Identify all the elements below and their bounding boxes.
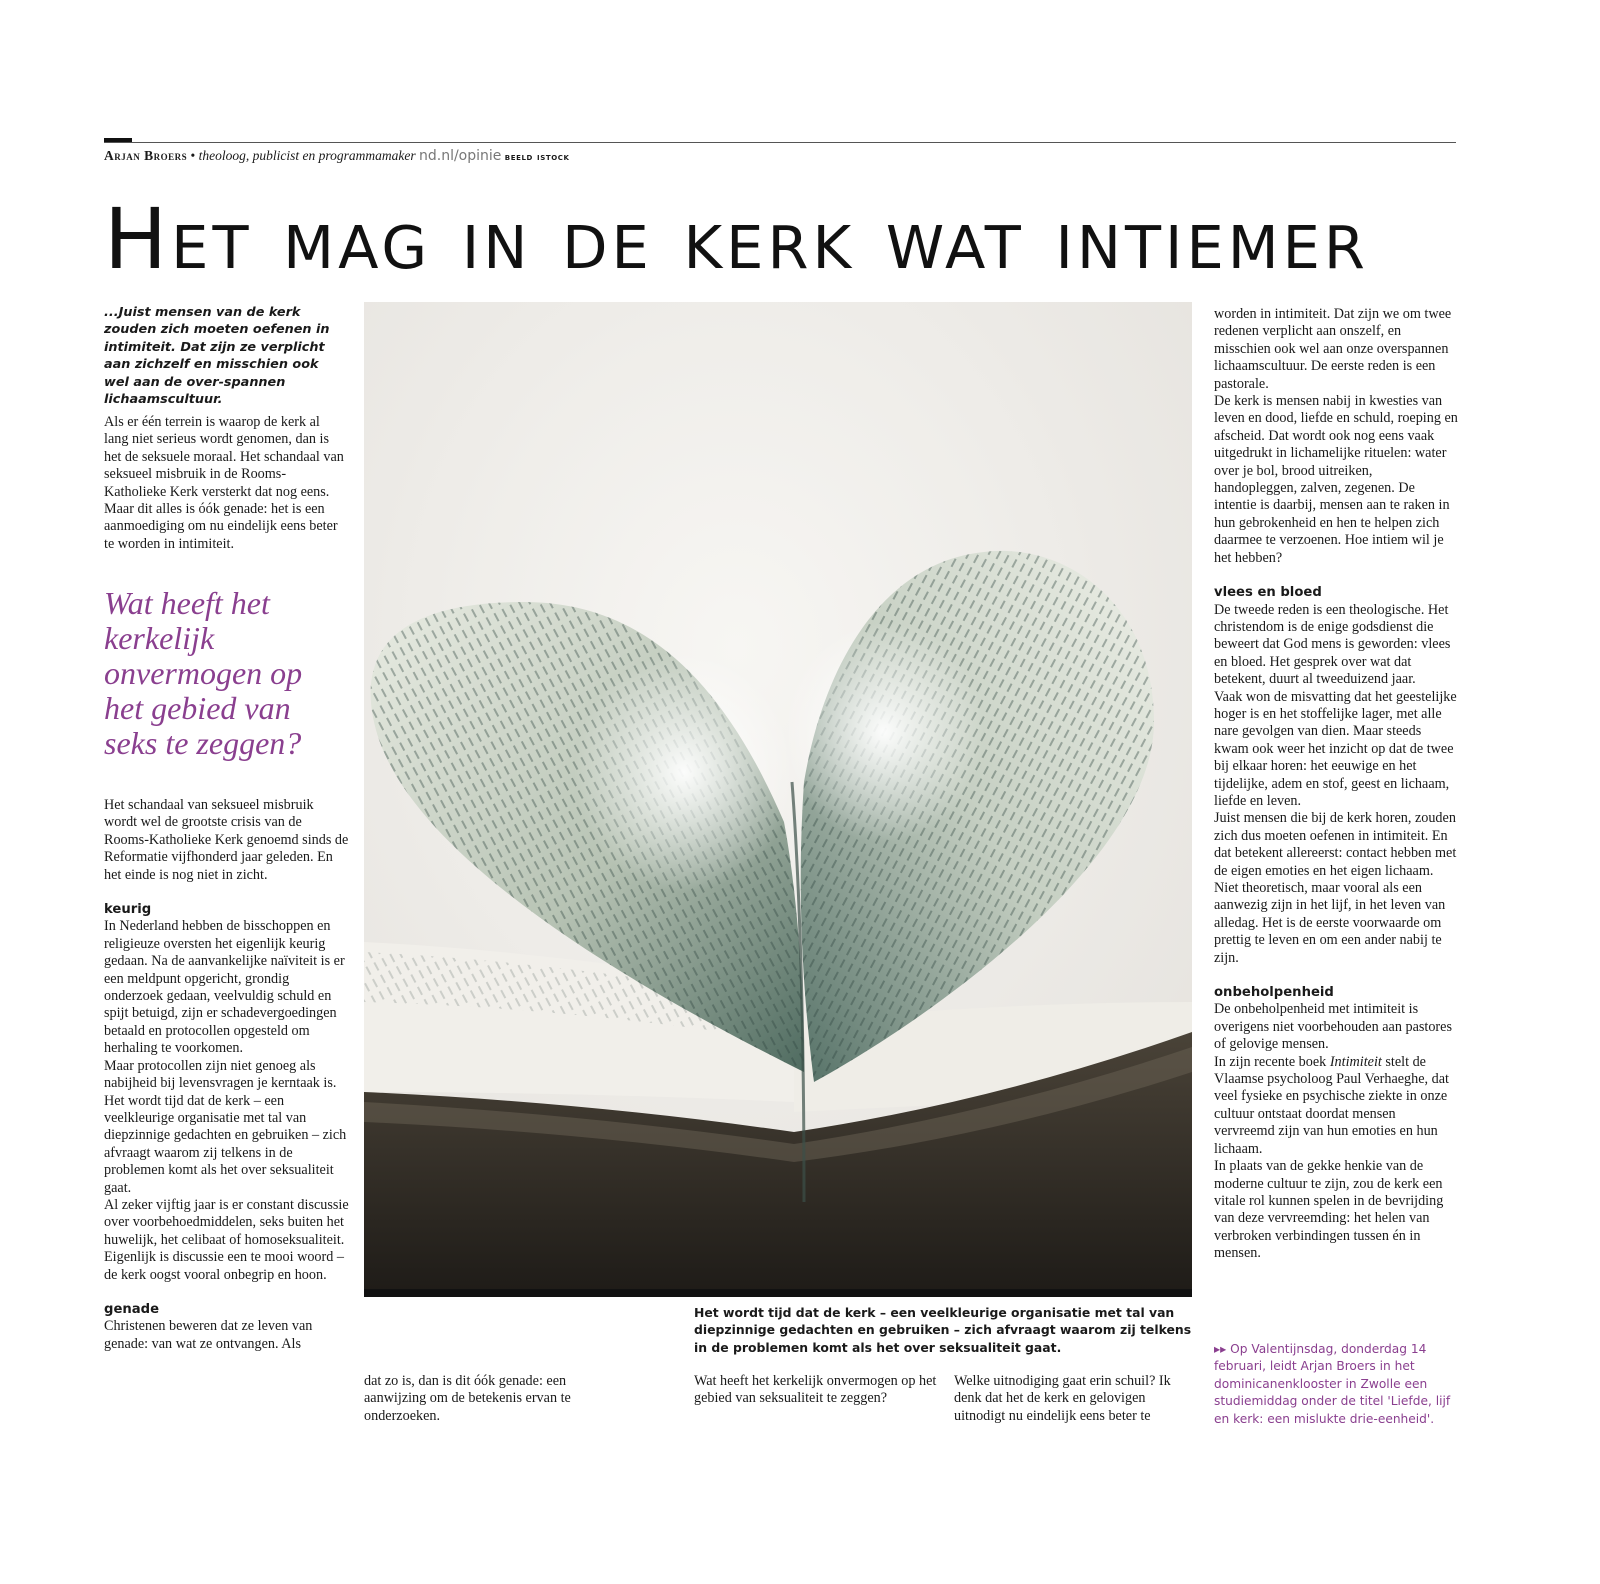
heart-book-photo-illustration xyxy=(364,302,1192,1290)
paragraph: Wat heeft het kerkelijk onvermogen op het gebied van seksualiteit te zeggen? xyxy=(694,1373,937,1407)
paragraph: Maar dit alles is óók genade: het is een aanmoediging om nu eindelijk eens beter te worden in intimiteit. xyxy=(104,501,338,552)
photo-caption: Het wordt tijd dat de kerk – een veelkleurige organisatie met tal van diepzinnige gedachten en gebruiken – zich afvraagt waarom zij telkens in de problemen komt als het over seksualiteit gaat. xyxy=(694,1305,1192,1355)
byline-author: Arjan Broers xyxy=(104,148,188,163)
paragraph: dat zo is, dan is dit óók genade: een aanwijzing om de betekenis ervan te onderzoeken. xyxy=(364,1373,571,1424)
paragraph: Welke uitnodiging gaat erin schuil? Ik denk dat het de kerk en gelovigen uitnodigt nu eindelijk eens beter te xyxy=(954,1373,1171,1424)
paragraph: Het wordt tijd dat de kerk – een veelkleurige organisatie met tal van diepzinnige gedachten en gebruiken – zich afvraagt waarom zij telkens in de problemen komt als het over seksualiteit gaat. xyxy=(104,1092,347,1196)
paragraph: In Nederland hebben de bisschoppen en religieuze oversten het eigenlijk keurig gedaan. Na de aanvankelijke naïviteit is er een meldpunt opgericht, grondig onderzoek gedaan, veelvuldig schuld en spijt betuigd, zijn er schadevergoedingen betaald en protocollen opgesteld om herhaling te voorkomen. xyxy=(104,918,345,1057)
header-rule xyxy=(104,142,1456,143)
column-1-body xyxy=(104,797,350,1353)
photo-bottom-bar xyxy=(364,1289,1192,1297)
note-marker-icon: ▸▸ xyxy=(1214,1342,1227,1356)
paragraph: Al zeker vijftig jaar is er constant discussie over voorbehoedmiddelen, seks buiten het huwelijk, het celibaat of homoseksualiteit. Eigenlijk is discussie een te mooi woord – de kerk oogst vooral onbegrip en hoon. xyxy=(104,1196,349,1283)
article-photo xyxy=(364,302,1192,1290)
paragraph: Maar protocollen zijn niet genoeg als nabijheid bij levensvragen je kerntaak is. xyxy=(104,1057,337,1092)
column-3-body xyxy=(694,1373,939,1408)
headline: Het mag in de kerk wat intiemer xyxy=(104,190,1369,288)
paragraph: Als er één terrein is waarop de kerk al lang niet serieus wordt genomen, dan is het de seksuele moraal. Het schandaal van seksueel misbruik in de Rooms-Katholieke Kerk versterkt dat nog eens. xyxy=(104,414,344,500)
byline xyxy=(104,148,804,168)
paragraph: Vaak won de misvatting dat het geestelijke hoger is en het stoffelijke lager, met alle nare gevolgen van dien. Maar steeds kwam ook weer het inzicht op dat de twee bij elkaar horen: het eeuwige en het tijdelijke, adem en stof, geest en lichaam, liefde en leven. xyxy=(1214,688,1457,809)
paragraph: In plaats van de gekke henkie van de moderne cultuur te zijn, zou de kerk een vitale rol kunnen spelen in de bevrijding van deze vervreemding: het helen van verbroken verbindingen tussen én in mensen. xyxy=(1214,1158,1444,1262)
book-title: Intimiteit xyxy=(1329,1053,1382,1070)
subheading-vlees-en-bloed: vlees en bloed xyxy=(1214,585,1322,601)
note-text: Op Valentijnsdag, donderdag 14 februari, leidt Arjan Broers in het dominicanenklooster in Zwolle een studiemiddag onder de titel 'Liefde, lijf en kerk: een mislukte drie-eenheid'. xyxy=(1214,1342,1451,1426)
subheading-keurig: keurig xyxy=(104,902,152,918)
paragraph: worden in intimiteit. Dat zijn we om twee redenen verplicht aan onszelf, en misschien ook wel aan onze overspannen lichaamscultuur. De eerste reden is een pastorale. xyxy=(1214,306,1452,392)
byline-separator: • xyxy=(190,148,196,163)
lead-intro: ...Juist mensen van de kerk zouden zich moeten oefenen in intimiteit. Dat zijn ze verplicht aan zichzelf en misschien ook wel aan de over-spannen lichaamscultuur. xyxy=(104,305,330,408)
photo-credit: beeld istock xyxy=(504,152,570,163)
paragraph: De tweede reden is een theologische. Het christendom is de enige godsdienst die beweert dat God mens is geworden: vlees en bloed. Het gesprek over wat dat betekent, duurt al tweeduizend jaar. xyxy=(1214,601,1451,688)
paragraph xyxy=(1214,1054,1458,1158)
column-2-body xyxy=(364,1373,624,1425)
event-note xyxy=(1214,1341,1458,1428)
paragraph: De kerk is mensen nabij in kwesties van leven en dood, liefde en schuld, roeping en afscheid. Dat wordt ook nog eens vaak uitgedrukt in lichamelijke rituelen: water over je bol, brood uitreiken, handopleggen, zalven, zegenen. De intentie is daarbij, mensen aan te raken in hun gebrokenheid en hen te helpen zich daarmee te verzoenen. Hoe intiem wil je het hebben? xyxy=(1214,393,1458,566)
paragraph: Juist mensen die bij de kerk horen, zouden zich dus moeten oefenen in intimiteit. En dat betekent allereerst: contact hebben met de eigen emoties en het eigen lichaam. Niet theoretisch, maar vooral als een aanwezig zijn in het lijf, in het leven van alledag. Het is de eerste voorwaarde om prettig te leven en om een ander nabij te zijn. xyxy=(1214,810,1457,966)
column-5-body xyxy=(1214,306,1458,1263)
paragraph: Het schandaal van seksueel misbruik wordt wel de grootste crisis van de Rooms-Katholieke Kerk genoemd sinds de Reformatie vijfhonderd jaar geleden. En het einde is nog niet in zicht. xyxy=(104,797,349,883)
column-4-body xyxy=(954,1373,1199,1425)
text-run: stelt de Vlaamse psycholoog Paul Verhaeghe, dat veel fysieke en psychische ziekte in onze cultuur ontstaat doordat mensen vervreemd zijn van hun emoties en hun lichaam. xyxy=(1214,1053,1449,1157)
paragraph: De onbeholpenheid met intimiteit is overigens niet voorbehouden aan pastores of gelovige mensen. xyxy=(1214,1001,1452,1053)
byline-role: theoloog, publicist en programmamaker xyxy=(198,148,416,163)
pull-quote: Wat heeft het kerkelijk onvermogen op het gebied van seks te zeggen? xyxy=(104,585,303,761)
column-1-intro xyxy=(104,414,344,553)
byline-url[interactable]: nd.nl/opinie xyxy=(418,148,502,164)
text-run: In zijn recente boek xyxy=(1214,1053,1330,1070)
subheading-onbeholpenheid: onbeholpenheid xyxy=(1214,985,1334,1001)
paragraph: Christenen beweren dat ze leven van genade: van wat ze ontvangen. Als xyxy=(104,1318,313,1352)
subheading-genade: genade xyxy=(104,1301,160,1317)
